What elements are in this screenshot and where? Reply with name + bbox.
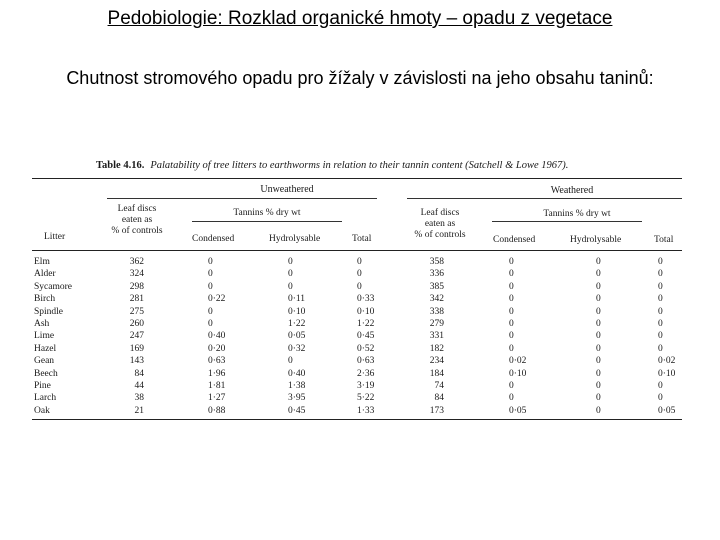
cell-u-total: 0·63 [357, 356, 375, 367]
cell-w-hydro: 0 [596, 319, 601, 329]
cell-w-cond: 0 [509, 343, 514, 354]
cell-w-cond: 0 [509, 281, 514, 292]
cell-w-hydro: 0 [596, 281, 601, 292]
cell-w-total: 0 [658, 343, 663, 354]
cell-u-eaten: 281 [129, 294, 144, 305]
header-hydrolysable-weathered: Hydrolysable [570, 235, 622, 245]
cell-u-total: 0·45 [357, 331, 375, 342]
cell-u-eaten: 84 [134, 368, 144, 379]
cell-w-cond: 0 [509, 381, 514, 391]
cell-w-hydro: 0 [596, 356, 601, 367]
table-row [32, 405, 688, 417]
cell-u-total: 0 [357, 257, 362, 267]
header-leaf-discs-unweathered: Leaf discs eaten as % of controls [111, 204, 163, 236]
cell-litter: Birch [34, 294, 56, 305]
cell-w-eaten: 234 [429, 356, 444, 367]
cell-w-eaten: 338 [429, 306, 444, 317]
cell-w-total: 0 [658, 319, 663, 329]
cell-u-hydro: 3·95 [288, 393, 306, 404]
cell-w-eaten: 279 [429, 319, 444, 329]
group-unweathered: Unweathered [260, 184, 314, 195]
cell-litter: Ash [34, 319, 50, 329]
cell-w-cond: 0 [509, 257, 514, 267]
cell-w-hydro: 0 [596, 405, 601, 416]
cell-w-hydro: 0 [596, 331, 601, 342]
cell-u-cond: 1·81 [208, 381, 226, 391]
table-bottom-rule [32, 419, 682, 420]
cell-w-hydro: 0 [596, 393, 601, 404]
cell-u-total: 2·36 [357, 368, 375, 379]
cell-u-hydro: 0 [288, 269, 293, 280]
cell-w-eaten: 331 [429, 331, 444, 342]
table-caption [96, 160, 568, 171]
table-row [32, 368, 688, 380]
cell-u-cond: 1·96 [208, 368, 226, 379]
cell-u-eaten: 298 [129, 281, 144, 292]
cell-litter: Spindle [34, 306, 64, 317]
scanned-table [32, 158, 688, 423]
cell-litter: Larch [34, 393, 57, 404]
tannins-unweathered-rule [192, 221, 342, 222]
cell-u-eaten: 275 [129, 306, 144, 317]
cell-w-cond: 0 [509, 319, 514, 329]
cell-u-cond: 1·27 [208, 393, 226, 404]
cell-w-total: 0 [658, 257, 663, 267]
group-weathered-rule [407, 198, 682, 199]
cell-u-eaten: 143 [129, 356, 144, 367]
cell-u-total: 1·22 [357, 319, 375, 329]
cell-w-eaten: 74 [434, 381, 444, 391]
cell-w-cond: 0 [509, 331, 514, 342]
cell-u-cond: 0·22 [208, 294, 226, 305]
cell-w-eaten: 336 [429, 269, 444, 280]
cell-u-hydro: 0·32 [288, 343, 306, 354]
table-row [32, 355, 688, 367]
table-row [32, 343, 688, 355]
cell-u-hydro: 0·40 [288, 368, 306, 379]
cell-litter: Sycamore [34, 281, 72, 292]
cell-w-cond: 0·05 [509, 405, 527, 416]
cell-w-cond: 0 [509, 269, 514, 280]
header-tannins-unweathered: Tannins % dry wt [233, 208, 301, 218]
cell-w-hydro: 0 [596, 368, 601, 379]
header-tannins-weathered: Tannins % dry wt [543, 209, 611, 219]
cell-u-cond: 0 [208, 281, 213, 292]
cell-u-hydro: 1·38 [288, 381, 306, 391]
cell-u-cond: 0 [208, 257, 213, 267]
cell-u-eaten: 324 [129, 269, 144, 280]
cell-u-cond: 0 [208, 269, 213, 280]
table-row [32, 318, 688, 330]
cell-u-hydro: 1·22 [288, 319, 306, 329]
cell-u-total: 5·22 [357, 393, 375, 404]
cell-w-total: 0 [658, 393, 663, 404]
cell-w-cond: 0 [509, 294, 514, 305]
cell-u-cond: 0·20 [208, 343, 226, 354]
cell-u-eaten: 21 [134, 405, 144, 416]
cell-litter: Hazel [34, 343, 57, 354]
header-total-weathered: Total [654, 235, 674, 245]
cell-w-total: 0 [658, 281, 663, 292]
header-condensed-weathered: Condensed [493, 235, 536, 245]
cell-w-eaten: 173 [429, 405, 444, 416]
cell-u-cond: 0 [208, 306, 213, 317]
cell-u-hydro: 0·45 [288, 405, 306, 416]
cell-u-total: 0·33 [357, 294, 375, 305]
table-row [32, 380, 688, 392]
cell-w-total: 0·05 [658, 405, 676, 416]
slide-subtitle: Chutnost stromového opadu pro žížaly v závislosti na jeho obsahu taninů: [66, 68, 654, 88]
tannins-weathered-rule [492, 221, 642, 222]
table-row [32, 306, 688, 318]
cell-u-eaten: 247 [129, 331, 144, 342]
cell-u-total: 0 [357, 269, 362, 280]
cell-litter: Oak [34, 405, 50, 416]
header-leaf-discs-weathered: Leaf discs eaten as % of controls [414, 208, 466, 240]
cell-u-cond: 0 [208, 319, 213, 329]
cell-w-eaten: 342 [429, 294, 444, 305]
cell-u-eaten: 169 [129, 343, 144, 354]
cell-w-hydro: 0 [596, 306, 601, 317]
cell-w-cond: 0 [509, 306, 514, 317]
cell-u-cond: 0·88 [208, 405, 226, 416]
cell-u-hydro: 0 [288, 281, 293, 292]
header-litter: Litter [44, 232, 66, 242]
cell-u-total: 3·19 [357, 381, 375, 391]
table-row [32, 392, 688, 404]
cell-u-total: 1·33 [357, 405, 375, 416]
cell-w-eaten: 358 [429, 257, 444, 267]
cell-w-eaten: 84 [434, 393, 444, 404]
table-header-rule [32, 250, 682, 251]
table-caption-text: Palatability of tree litters to earthworms in relation to their tannin content (Satchell & Lowe 1967). [150, 160, 569, 171]
header-condensed-unweathered: Condensed [192, 234, 235, 244]
cell-w-total: 0·02 [658, 356, 676, 367]
table-row [32, 293, 688, 305]
cell-u-hydro: 0·11 [288, 294, 306, 305]
cell-u-hydro: 0·05 [288, 331, 306, 342]
table-top-rule [32, 178, 682, 179]
cell-w-hydro: 0 [596, 269, 601, 280]
group-unweathered-rule [107, 198, 377, 199]
cell-w-hydro: 0 [596, 343, 601, 354]
cell-litter: Beech [34, 368, 58, 379]
slide-title: Pedobiologie: Rozklad organické hmoty – opadu z vegetace [107, 8, 613, 29]
cell-w-total: 0 [658, 306, 663, 317]
cell-u-eaten: 38 [134, 393, 144, 404]
cell-u-cond: 0·63 [208, 356, 226, 367]
cell-u-eaten: 260 [129, 319, 144, 329]
table-row [32, 330, 688, 342]
cell-litter: Pine [34, 381, 51, 391]
cell-w-cond: 0 [509, 393, 514, 404]
cell-w-eaten: 184 [429, 368, 444, 379]
table-row [32, 268, 688, 280]
cell-w-hydro: 0 [596, 257, 601, 267]
cell-u-total: 0·52 [357, 343, 375, 354]
cell-u-eaten: 362 [129, 257, 144, 267]
cell-u-hydro: 0 [288, 257, 293, 267]
cell-w-eaten: 182 [429, 343, 444, 354]
cell-litter: Gean [34, 356, 55, 367]
table-row [32, 281, 688, 293]
cell-w-total: 0 [658, 331, 663, 342]
cell-w-cond: 0·02 [509, 356, 527, 367]
header-total-unweathered: Total [352, 234, 372, 244]
cell-u-cond: 0·40 [208, 331, 226, 342]
header-hydrolysable-unweathered: Hydrolysable [269, 234, 321, 244]
cell-w-hydro: 0 [596, 381, 601, 391]
cell-u-hydro: 0 [288, 356, 293, 367]
cell-litter: Alder [34, 269, 56, 280]
cell-w-cond: 0·10 [509, 368, 527, 379]
cell-w-total: 0 [658, 381, 663, 391]
cell-w-eaten: 385 [429, 281, 444, 292]
cell-w-total: 0 [658, 294, 663, 305]
cell-w-hydro: 0 [596, 294, 601, 305]
cell-u-hydro: 0·10 [288, 306, 306, 317]
cell-litter: Lime [34, 331, 55, 342]
table-row [32, 256, 688, 268]
group-weathered: Weathered [550, 185, 594, 196]
cell-u-total: 0 [357, 281, 362, 292]
cell-litter: Elm [34, 257, 50, 267]
cell-u-eaten: 44 [134, 381, 144, 391]
cell-u-total: 0·10 [357, 306, 375, 317]
table-caption-label: Table 4.16. [96, 160, 145, 171]
cell-w-total: 0 [658, 269, 663, 280]
cell-w-total: 0·10 [658, 368, 676, 379]
